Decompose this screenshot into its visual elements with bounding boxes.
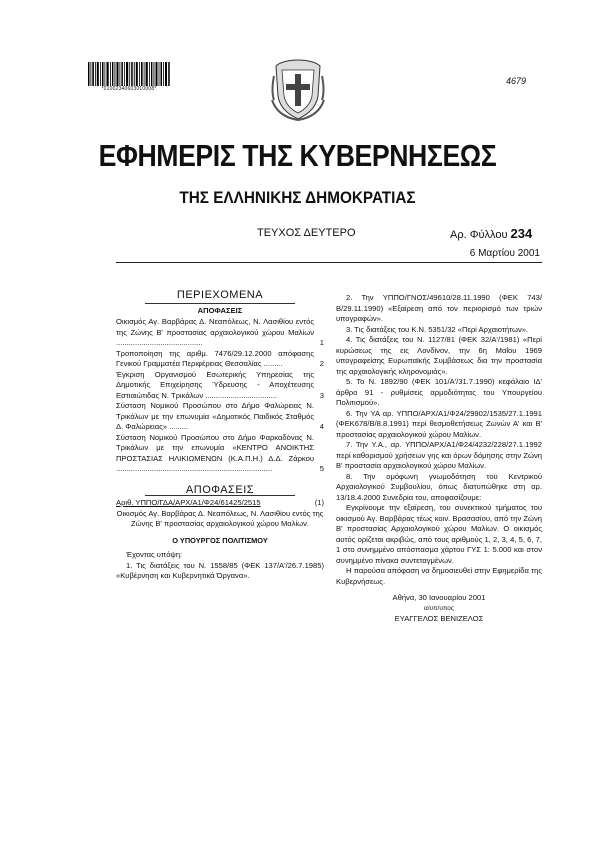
toc-item-page: 2: [319, 359, 324, 368]
clause-3: 3. Τις διατάξεις του Κ.Ν. 5351/32 «Περί Αρχαιοτήτων».: [346, 324, 529, 334]
gazette-title: ΕΦΗΜΕΡΙΣ ΤΗΣ ΚΥΒΕΡΝΗΣΕΩΣ: [98, 138, 497, 173]
greek-coat-of-arms-icon: [270, 56, 326, 122]
toc-item-page: 3: [319, 390, 324, 400]
place-date: Αθήνα, 30 Ιανουαρίου 2001: [392, 593, 486, 602]
clause-8: 8. Την ομόφωνη γνωμοδότηση του Κεντρικού Αρχαιολογικού Συμβουλίου, όπως διατυπώθηκε στη αρ. 13/18.4.2000 Συνεδρία του, αποφασίζουμε:: [336, 471, 542, 502]
toc-item-page: 4: [319, 422, 324, 431]
having-regard: Έχοντας υπόψη:: [126, 550, 183, 559]
gazette-subtitle: ΤΗΣ ΕΛΛΗΝΙΚΗΣ ΔΗΜΟΚΡΑΤΙΑΣ: [179, 188, 416, 207]
minister-heading: Ο ΥΠΟΥΡΓΟΣ ΠΟΛΙΤΙΣΜΟΥ: [172, 535, 268, 545]
clause-1: 1. Τις διατάξεις του Ν. 1558/85 (ΦΕΚ 137/Α'/26.7.1985) «Κυβέρνηση και Κυβερνητικά Όργανα».: [116, 560, 324, 580]
page-number: 4679: [506, 76, 527, 86]
toc-item: Έγκριση Οργανισμού Εσωτερικής Υπηρεσίας της Δημοτικής Επιχείρησης Ύδρευσης - Αποχέτευσης Εστιαιώτιδας Ν. Τρικάλων .................................. 3: [116, 369, 324, 400]
header-divider: [116, 262, 542, 263]
right-column: [336, 293, 542, 625]
toc-item: Σύσταση Νομικού Προσώπου στο Δήμο Φαρκαδόνας Ν. Τρικάλων με την επωνυμία «ΚΕΝΤΡΟ ΑΝΟΙΚΤΗΣ ΠΡΟΣΤΑΣΙΑΣ ΗΛΙΚΙΩΜΕΝΩΝ (Κ.Α.Π.Η.) Δ.Δ. Ζάρκου .......................................................................... 5: [116, 432, 324, 473]
toc-item-page: 5: [319, 464, 324, 473]
decision-ref-text: Αριθ. ΥΠΠΟ/ΓΔΑ/ΑΡΧ/Α1/Φ24/61425/2515: [116, 498, 261, 507]
toc-section: ΑΠΟΦΑΣΕΙΣ: [197, 305, 243, 315]
decisions-heading: ΑΠΟΦΑΣΕΙΣ: [185, 483, 255, 496]
toc-item: Οικισμός Αγ. Βαρβάρας Δ. Νεαπόλεως, Ν. Λασιθίου εντός της Ζώνης Β' προστασίας αρχαιολογικού χώρου Μαλίων ......................................... 1: [116, 317, 324, 347]
decision-ref-number: (1): [314, 498, 324, 507]
clause-5: 5. Το Ν. 1892/90 (ΦΕΚ 101/Α'/31.7.1990) κεφάλαιο ΙΔ' άρθρο 91 - ρυθμίσεις αρμοδιότητας του Υπουργείου Πολιτισμού».: [336, 377, 542, 407]
clause-7: 7. Την Υ.Α., αρ. ΥΠΠΟ/ΑΡΧ/Α1/Φ24/4232/228/27.1.1992 περί καθορισμού χρήσεων γης και όρων δόμησης στην Ζώνη Β' προστασία αρχαιολογικού χώρου Μαλίων.: [336, 440, 542, 470]
toc-item-text: Οικισμός Αγ. Βαρβάρας Δ. Νεαπόλεως, Ν. Λασιθίου εντός της Ζώνης Β' προστασίας αρχαιολογικού χώρου Μαλίων: [116, 317, 314, 337]
toc-item: Σύσταση Νομικού Προσώπου στο Δήμο Φαλώρειας Ν. Τρικάλων με την επωνυμία «Δημοτικός Παιδικός Σταθμός Δ. Φαλώρειας» ......... 4: [116, 401, 324, 431]
clause-6: 6. Την ΥΑ αρ. ΥΠΠΟ/ΑΡΧ/Α1/Φ24/29902/1535/27.1.1991 (ΦΕΚ678/Β/8.8.1991) περί θεσμοθετήσεως Ζωνών Α' και Β' προστασίας αρχαιολογικού χώρου Μαλίων.: [336, 408, 542, 439]
clause-2: 2. Την ΥΠΠΟ/ΓΝΟΣ/49610/28.11.1990 (ΦΕΚ 743/Β/29.11.1990) «Εξαίρεση από τον περιορισμό των τριών υπογραφών».: [336, 293, 542, 323]
toc-heading: ΠΕΡΙΕΧΟΜΕΝΑ: [176, 289, 264, 301]
issue-label: ΤΕΥΧΟΣ ΔΕΥΤΕΡΟ: [257, 227, 356, 239]
toc-item: Τροποποίηση της αριθμ. 7476/29.12.2000 απόφασης Γενικού Γραμματέα Περιφέρειας Θεσσαλίας ......... 2: [116, 348, 324, 368]
signer-name: ΕΥΑΓΓΕΛΟΣ ΒΕΝΙΖΕΛΟΣ: [394, 614, 484, 623]
toc-item-page: 1: [319, 338, 324, 347]
clause-4: 4. Τις διατάξεις του Ν. 1127/81 (ΦΕΚ 32/Α'/1981) «Περί κυρώσεως της εις Λονδίνον, την 6η Μαΐου 1969 υπογραφείσης Ευρωπαϊκής Συμβάσεως δια την προστασία της αρχαιολογικής κληρονομιάς».: [336, 335, 542, 376]
issue-date: 6 Μαρτίου 2001: [469, 248, 540, 259]
toc-item-text: Σύσταση Νομικού Προσώπου στο Δήμο Φαλώρειας Ν. Τρικάλων με την επωνυμία «Δημοτικός Παιδικός Σταθμός Δ. Φαλώρειας»: [116, 401, 314, 431]
publication-order: Η παρούσα απόφαση να δημοσιευθεί στην Εφημερίδα της Κυβερνήσεως.: [336, 566, 542, 586]
sheet-label: Αρ. Φύλλου: [450, 229, 508, 241]
decision-summary: Οικισμός Αγ. Βαρβάρας Δ. Νεαπόλεως, Ν. Λασιθίου εντός της Ζώνης Β' προστασίας αρχαιολογικού χώρου Μαλίων.: [116, 508, 324, 528]
barcode: [88, 62, 170, 86]
barcode-number: *01002340603010008*: [101, 86, 157, 92]
on-behalf: α/υπ/υπος: [423, 604, 455, 612]
left-column: [116, 290, 324, 582]
toc-item-text: Σύσταση Νομικού Προσώπου στο Δήμο Φαρκαδόνας Ν. Τρικάλων με την επωνυμία «ΚΕΝΤΡΟ ΑΝΟΙΚΤΗΣ ΠΡΟΣΤΑΣΙΑΣ ΗΛΙΚΙΩΜΕΝΩΝ (Κ.Α.Π.Η.) Δ.Δ. Ζάρκου: [116, 432, 314, 463]
sheet-value: 234: [510, 226, 533, 241]
decision-reference: [116, 498, 324, 509]
toc-item-text: Έγκριση Οργανισμού Εσωτερικής Υπηρεσίας της Δημοτικής Επιχείρησης Ύδρευσης - Αποχέτευσης Εστιαιώτιδας Ν. Τρικάλων: [116, 369, 314, 400]
sheet-number: [450, 226, 532, 241]
toc-item-text: Τροποποίηση της αριθμ. 7476/29.12.2000 απόφασης Γενικού Γραμματέα Περιφέρειας Θεσσαλίας: [116, 348, 314, 368]
toc-divider: [145, 303, 295, 304]
decision-text: Εγκρίνουμε την εξαίρεση, του συνεκτικού τμήματος του οικισμού Αγ. Βαρβάρας τέως κοιν. Βρασασίου, από την Ζώνη Β' προστασίας Αρχαιολογικού χώρου Μαλίων. Ο οικισμός αυτός ορίζεται ακριβώς, από τους αριθμούς 1, 2, 3, 4, 5, 6, 7, 1 στο συνημμένο απόσπασμα χάρτου ΓΥΣ 1: 5.000 και στον συνημμένο πίνακα συντεταγμένων.: [336, 503, 542, 565]
